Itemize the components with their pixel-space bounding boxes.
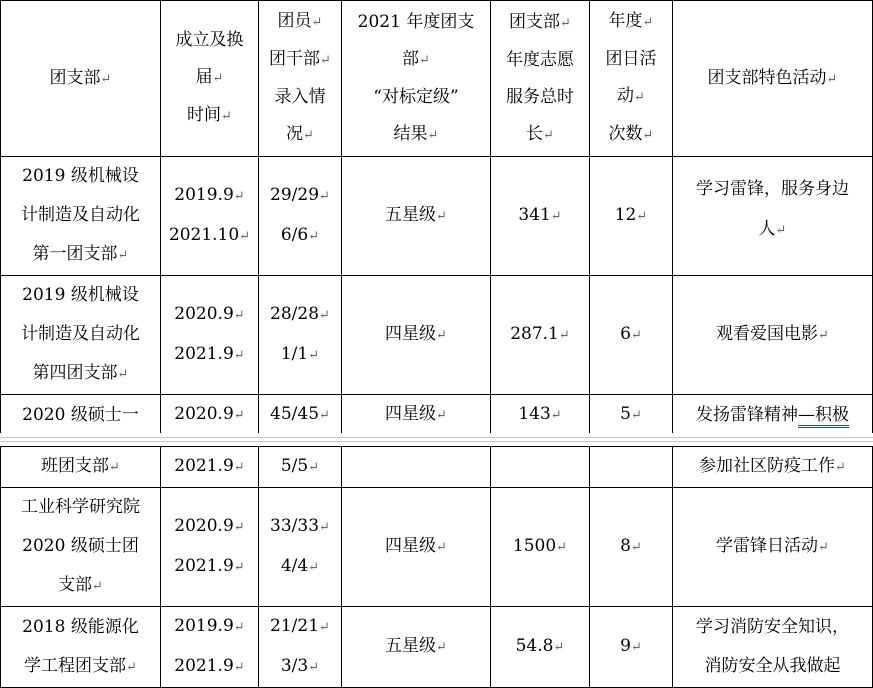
header-row [1, 1, 873, 157]
branch-rating: 四星级↵ [342, 488, 491, 607]
branch-feature-activity: 学雷锋日活动↵ [673, 488, 873, 607]
branch-dates: 2021.9↵ [161, 447, 259, 488]
table-row [1, 488, 873, 607]
table-row [1, 447, 873, 488]
branch-dates: 2019.9↵ 2021.10↵ [161, 157, 259, 276]
branch-table-page-2 [0, 446, 873, 688]
branch-volunteer-hours: 341↵ [491, 157, 590, 276]
header-members: 团员↵ 团干部↵ 录入情 况↵ [259, 1, 342, 157]
table-row [1, 157, 873, 276]
page-break-line [0, 437, 873, 438]
table-row [1, 607, 873, 688]
branch-volunteer-hours [491, 447, 590, 488]
branch-volunteer-hours: 143↵ [491, 395, 590, 436]
branch-members: 45/45↵ [259, 395, 342, 436]
header-rating: 2021 年度团支 部↵ “对标定级” 结果↵ [342, 1, 491, 157]
branch-dates: 2020.9↵ 2021.9↵ [161, 488, 259, 607]
branch-members: 33/33↵ 4/4↵ [259, 488, 342, 607]
header-activity-count: 年度↵ 团日活 动↵ 次数↵ [590, 1, 673, 157]
branch-volunteer-hours: 54.8↵ [491, 607, 590, 688]
page-break [0, 433, 873, 446]
branch-volunteer-hours: 287.1↵ [491, 276, 590, 395]
table-row [1, 276, 873, 395]
branch-members: 5/5↵ [259, 447, 342, 488]
branch-dates: 2019.9↵ 2021.9↵ [161, 607, 259, 688]
branch-volunteer-hours: 1500↵ [491, 488, 590, 607]
header-established: 成立及换 届↵ 时间↵ [161, 1, 259, 157]
branch-members: 29/29↵ 6/6↵ [259, 157, 342, 276]
branch-activity-count: 5↵ [590, 395, 673, 436]
page-break-line [0, 441, 873, 442]
branch-name: 2018 级能源化 学工程团支部↵ [1, 607, 161, 688]
branch-feature-activity: 学习雷锋，服务身边 人↵ [673, 157, 873, 276]
branch-feature-activity: 学习消防安全知识， 消防安全从我做起 [673, 607, 873, 688]
header-volunteer-hours: 团支部↵ 年度志愿 服务总时 长↵ [491, 1, 590, 157]
branch-feature-activity: 观看爱国电影↵ [673, 276, 873, 395]
header-branch: 团支部↵ [1, 1, 161, 157]
branch-activity-count: 6↵ [590, 276, 673, 395]
branch-name: 2020 级硕士一 [1, 395, 161, 436]
branch-activity-count [590, 447, 673, 488]
branch-dates: 2020.9↵ [161, 395, 259, 436]
branch-dates: 2020.9↵ 2021.9↵ [161, 276, 259, 395]
branch-activity-count: 12↵ [590, 157, 673, 276]
table-row [1, 395, 873, 436]
header-feature-activity: 团支部特色活动↵ [673, 1, 873, 157]
branch-name: 2019 级机械设 计制造及自动化 第四团支部↵ [1, 276, 161, 395]
branch-activity-count: 8↵ [590, 488, 673, 607]
branch-members: 21/21↵ 3/3↵ [259, 607, 342, 688]
branch-rating: 四星级↵ [342, 276, 491, 395]
branch-rating: 四星级↵ [342, 395, 491, 436]
branch-members: 28/28↵ 1/1↵ [259, 276, 342, 395]
branch-name: 工业科学研究院 2020 级硕士团 支部↵ [1, 488, 161, 607]
branch-feature-activity: 发扬雷锋精神—积极 [673, 395, 873, 436]
branch-activity-count: 9↵ [590, 607, 673, 688]
branch-name: 班团支部↵ [1, 447, 161, 488]
branch-rating: 五星级↵ [342, 607, 491, 688]
branch-feature-activity: 参加社区防疫工作↵ [673, 447, 873, 488]
branch-rating: 五星级↵ [342, 157, 491, 276]
grammar-underline: —积极 [798, 405, 849, 428]
branch-rating [342, 447, 491, 488]
branch-name: 2019 级机械设 计制造及自动化 第一团支部↵ [1, 157, 161, 276]
